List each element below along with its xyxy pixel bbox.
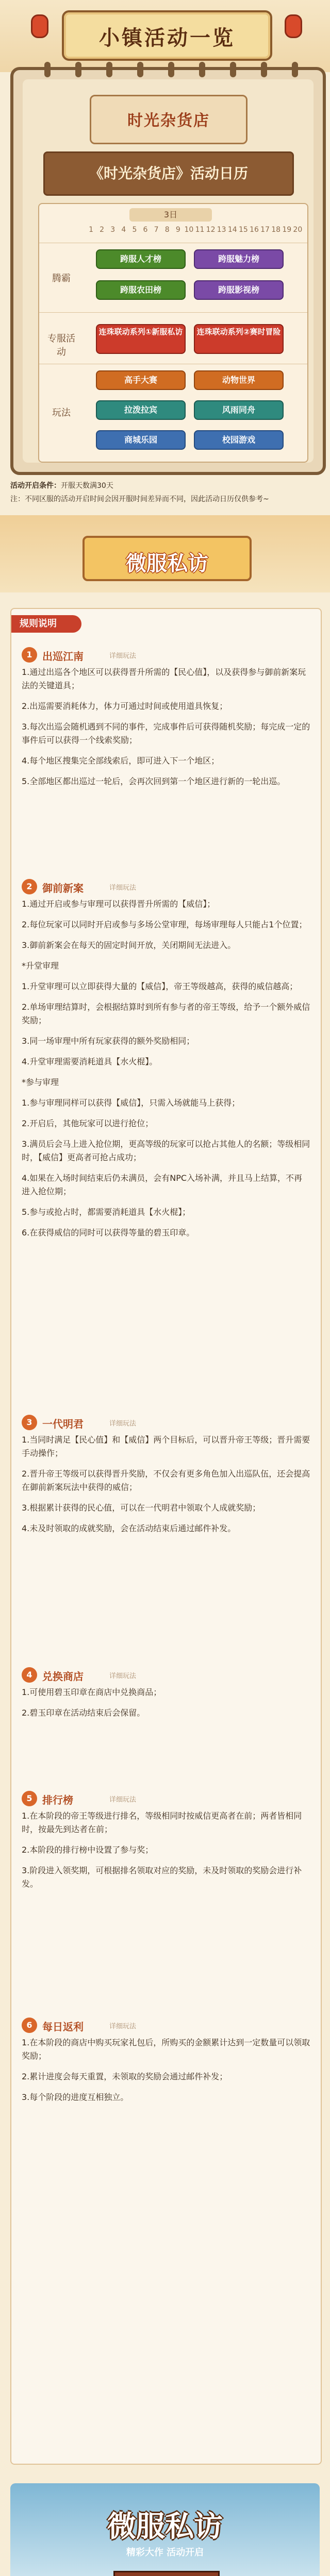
rules-panel	[10, 608, 322, 2465]
rule-subtitle: 详细玩法	[109, 884, 137, 892]
event-pill[interactable]: 校园游戏	[194, 430, 284, 450]
store-name: 时光杂货店	[127, 112, 210, 130]
calendar-day: 1	[89, 226, 93, 234]
row-label: 玩法	[52, 408, 71, 418]
event-pill[interactable]: 连珠联动系列①新服私访	[96, 324, 186, 354]
rule-section	[22, 1789, 310, 1898]
rule-section	[22, 1665, 310, 1727]
rule-number: 5	[22, 1791, 37, 1806]
rule-paragraph: 5.参与或抢占时，都需要消耗道具【水火棍】；	[22, 1207, 191, 1217]
event-pill[interactable]: 动物世界	[194, 370, 284, 390]
event-pill[interactable]: 连珠联动系列②赛时冒险	[194, 324, 284, 354]
event-pill[interactable]: 商城乐园	[96, 430, 186, 450]
rule-subtitle: 详细玩法	[109, 652, 137, 660]
calendar-row	[39, 243, 307, 313]
event-pill[interactable]: 跨服农田榜	[96, 280, 186, 300]
rule-section-header	[22, 2015, 310, 2036]
calendar-day: 5	[132, 226, 137, 234]
open-condition-label: 活动开启条件：	[10, 482, 61, 490]
calendar-day: 8	[164, 226, 170, 234]
rule-subtitle: 详细玩法	[109, 1796, 137, 1804]
calendar-note: 注：不同区服的活动开启时间会因开服时间差异而不同，因此活动日历仅供参考~	[10, 495, 269, 503]
rule-paragraph: 4.升堂审理需要消耗道具【水火棍】。	[22, 1057, 158, 1066]
pagoda-illustration	[113, 2571, 220, 2576]
rule-paragraph: 1.通过出巡各个地区可以获得晋升所需的【民心值】，以及获得参与御前新案玩法的关键道具；	[22, 667, 306, 690]
rule-paragraph: 2.单场审理结算时，会根据结算时到所有参与者的帝王等级，给予一个额外威信奖励；	[22, 1002, 310, 1025]
page-title: 小镇活动一览	[99, 26, 235, 50]
activity-conditions	[10, 479, 320, 506]
rule-title: 每日返利	[42, 2021, 84, 2033]
rules-tag: 规则说明	[11, 615, 81, 633]
rule-paragraph: 4.未及时领取的成就奖励，会在活动结束后通过邮件补发。	[22, 1523, 236, 1533]
rule-title: 出巡江南	[42, 650, 84, 663]
calendar-day: 15	[238, 226, 248, 234]
rule-section	[22, 877, 310, 1247]
rule-paragraph: 2.每位玩家可以同时开启或参与多场公堂审理，每场审理每人只能占1个位置；	[22, 920, 307, 929]
header-plaque	[62, 10, 272, 61]
calendar-day: 7	[154, 226, 159, 234]
rule-section	[22, 1413, 310, 1543]
rule-section-header	[22, 877, 310, 897]
event-pill[interactable]: 风雨同舟	[194, 400, 284, 420]
rule-section	[22, 645, 310, 795]
rule-number: 4	[22, 1667, 37, 1683]
calendar-day: 13	[217, 226, 226, 234]
calendar-day: 12	[206, 226, 216, 234]
lantern-icon	[31, 14, 48, 38]
calendar-day: 17	[260, 226, 270, 234]
calendar-day: 14	[227, 226, 237, 234]
rule-paragraph: 3.根据累计获得的民心值，可以在一代明君中领取个人成就奖励；	[22, 1503, 261, 1513]
rule-paragraph: 6.在获得威信的同时可以获得等量的碧玉印章。	[22, 1228, 195, 1238]
rule-section	[22, 2015, 310, 2111]
event-pill[interactable]: 跨服人才榜	[96, 249, 186, 269]
notebook-page	[23, 79, 314, 463]
row-label: 专服活动	[47, 333, 75, 358]
rule-paragraph: *升堂审理	[22, 961, 59, 971]
rule-section-header	[22, 1413, 310, 1433]
calendar-day: 19	[282, 226, 292, 234]
event-pill[interactable]: 拉泼拉宾	[96, 400, 186, 420]
rule-number: 2	[22, 879, 37, 894]
calendar-day: 16	[250, 226, 259, 234]
event-banner	[0, 515, 330, 592]
rule-paragraph: 3.同一场审理中所有玩家获得的额外奖励相同；	[22, 1036, 195, 1046]
calendar-day: 3	[110, 226, 116, 234]
rule-paragraph: 3.阶段进入领奖期，可根据排名领取对应的奖励，未及时领取的奖励会进行补发。	[22, 1866, 302, 1889]
rule-paragraph: 3.御前新案会在每天的固定时间开放，关闭期间无法进入。	[22, 940, 236, 950]
calendar-row	[39, 364, 307, 460]
event-pill[interactable]: 跨服魅力榜	[194, 249, 284, 269]
open-condition	[10, 479, 320, 493]
artwork-title: 微服私访	[107, 2510, 223, 2544]
rule-subtitle: 详细玩法	[109, 1420, 137, 1428]
rule-paragraph: 3.每次出巡会随机遇到不同的事件，完成事件后可获得随机奖励；每完成一定的事件后可以获得一个线索奖励；	[22, 722, 310, 745]
rule-subtitle: 详细玩法	[109, 1672, 137, 1680]
store-logo	[90, 95, 248, 144]
rule-title: 排行榜	[42, 1794, 73, 1806]
event-pill[interactable]: 跨服影视榜	[194, 280, 284, 300]
open-condition-value: 开服天数满30天	[61, 482, 113, 490]
calendar-day: 4	[121, 226, 126, 234]
rule-section-header	[22, 645, 310, 666]
rule-title: 御前新案	[42, 882, 84, 894]
calendar-day: 11	[195, 226, 205, 234]
rule-paragraph: 1.通过开启或参与审理可以获得晋升所需的【威信】；	[22, 899, 216, 909]
calendar-title: 《时光杂货店》活动日历	[89, 165, 248, 182]
rule-section-header	[22, 1789, 310, 1809]
calendar-row	[39, 312, 307, 364]
calendar-notebook	[10, 67, 326, 475]
header-banner	[0, 0, 330, 72]
calendar-day: 9	[175, 226, 180, 234]
rule-number: 1	[22, 647, 37, 663]
rule-subtitle: 详细玩法	[109, 2023, 137, 2030]
event-title: 微服私访	[126, 552, 208, 575]
rule-paragraph: 2.开启后，其他玩家可以进行抢位；	[22, 1118, 154, 1128]
rule-section-header	[22, 1665, 310, 1686]
rule-paragraph: 2.碧玉印章在活动结束后会保留。	[22, 1708, 145, 1718]
rule-paragraph: 2.本阶段的排行榜中设置了参与奖；	[22, 1845, 154, 1855]
rule-paragraph: 3.满员后会马上进入抢位期，更高等级的玩家可以抢占其他人的名额；等级相同时，【威信】更高者可抢占成功；	[22, 1139, 310, 1162]
calendar-day: 6	[143, 226, 148, 234]
rule-paragraph: 3.每个阶段的进度互相独立。	[22, 2092, 129, 2102]
promo-artwork	[10, 2483, 320, 2576]
rule-paragraph: 2.累计进度会每天重置，未领取的奖励会通过邮件补发；	[22, 2072, 228, 2081]
artwork-subtitle: 精彩大作 活动开启	[126, 2547, 204, 2558]
event-pill[interactable]: 高手大赛	[96, 370, 186, 390]
rule-paragraph: 4.每个地区搜集完全部线索后，即可进入下一个地区；	[22, 756, 220, 766]
rule-number: 3	[22, 1415, 37, 1430]
rule-paragraph: 1.参与审理同样可以获得【威信】，只需入场就能马上获得；	[22, 1098, 240, 1108]
calendar-month: 3日	[129, 208, 212, 222]
rule-number: 6	[22, 2018, 37, 2033]
lantern-icon	[285, 14, 302, 38]
calendar-day-row	[86, 226, 303, 239]
row-label: 腾霸	[52, 273, 71, 284]
rule-paragraph: 1.在本阶段的帝王等级进行排名，等级相同时按威信更高者在前；两者皆相同时，按最先到达者在前；	[22, 1811, 302, 1834]
rule-paragraph: 1.可使用碧玉印章在商店中兑换商品；	[22, 1687, 162, 1697]
calendar-title-ribbon	[43, 151, 294, 196]
rule-paragraph: 2.出巡需要消耗体力，体力可通过时间或使用道具恢复；	[22, 701, 228, 711]
calendar-day: 2	[100, 226, 105, 234]
rule-paragraph: 1.当同时满足【民心值】和【威信】两个目标后，可以晋升帝王等级；晋升需要手动操作；	[22, 1435, 310, 1458]
rule-title: 兑换商店	[42, 1670, 84, 1683]
calendar-day: 20	[293, 226, 303, 234]
notebook-rings	[13, 62, 323, 77]
rule-paragraph: *参与审理	[22, 1077, 59, 1087]
rule-paragraph: 2.晋升帝王等级可以获得晋升奖励，不仅会有更多角色加入出巡队伍，还会提高在御前新案玩法中获得的威信；	[22, 1469, 310, 1492]
rule-paragraph: 1.升堂审理可以立即获得大量的【威信】，帝王等级越高，获得的威信越高；	[22, 981, 298, 991]
rule-paragraph: 5.全部地区都出巡过一轮后，会再次回到第一个地区进行新的一轮出巡。	[22, 776, 286, 786]
rule-paragraph: 4.如果在入场时间结束后仍未满员，会有NPC入场补满，并且马上结算，不再进入抢位期；	[22, 1173, 303, 1196]
calendar-table	[38, 203, 308, 463]
calendar-day: 18	[271, 226, 281, 234]
rule-title: 一代明君	[42, 1418, 84, 1430]
event-banner-plaque	[82, 536, 252, 581]
rule-paragraph: 1.在本阶段的商店中购买玩家礼包后，所购买的金额累计达到一定数量可以领取奖励；	[22, 2038, 310, 2061]
calendar-day: 10	[184, 226, 194, 234]
